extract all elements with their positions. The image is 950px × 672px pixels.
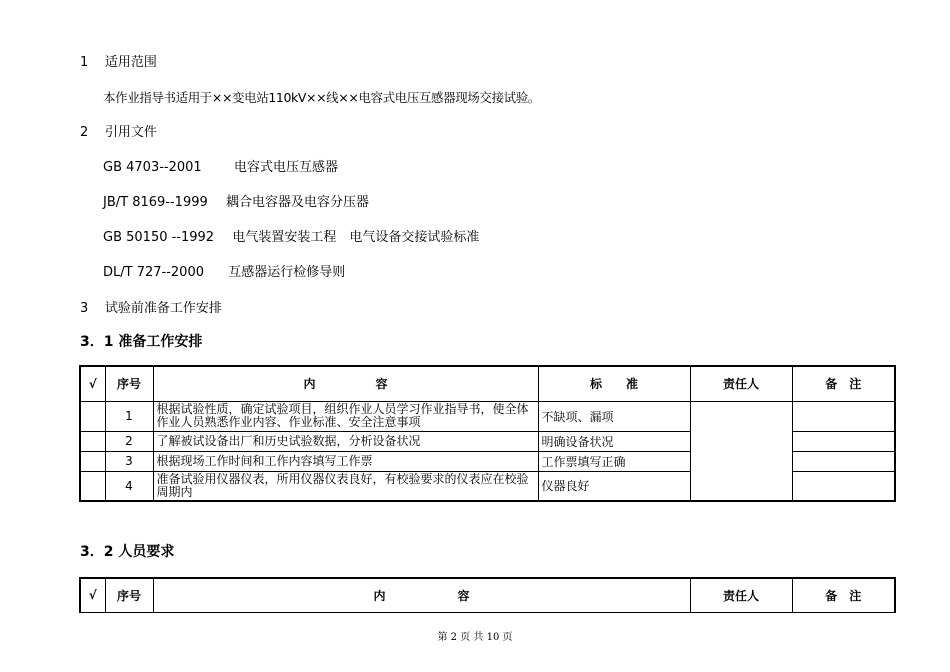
- section1-heading: [80, 55, 157, 71]
- reference-name: 电容式电压互感器: [233, 160, 338, 175]
- content-cell: 准备试验用仪器仪表，所用仪器仪表良好，有校验要求的仪表应在校验周期内: [153, 471, 538, 501]
- remark-header: 备 注: [792, 578, 895, 612]
- owner-header: 责任人: [690, 578, 792, 612]
- check-cell[interactable]: [80, 451, 105, 471]
- check-cell[interactable]: [80, 401, 105, 431]
- reference-name: 电气装置安装工程 电气设备交接试验标准: [232, 230, 480, 245]
- preparation-table: [79, 365, 896, 502]
- reference-code: GB 4703--2001: [103, 160, 202, 175]
- content-cell: 根据试验性质，确定试验项目，组织作业人员学习作业指导书，使全体作业人员熟悉作业内容、作业标准、安全注意事项: [153, 401, 538, 431]
- check-header: √: [80, 366, 105, 401]
- section2-heading: [80, 125, 157, 141]
- content-header: 内 容: [153, 578, 690, 612]
- seq-header: 序号: [105, 578, 153, 612]
- page-footer: 第 2 页 共 10 页: [437, 632, 513, 643]
- section2-number: 2: [80, 125, 89, 140]
- check-header: √: [80, 578, 105, 612]
- remark-cell[interactable]: [792, 401, 895, 431]
- seq-cell: 1: [105, 401, 153, 431]
- standard-cell: 明确设备状况: [538, 431, 690, 451]
- remark-header: 备 注: [792, 366, 895, 401]
- content-cell: 了解被试设备出厂和历史试验数据，分析设备状况: [153, 431, 538, 451]
- reference-name: 互感器运行检修导则: [228, 265, 346, 280]
- remark-cell[interactable]: [792, 471, 895, 501]
- remark-cell[interactable]: [792, 431, 895, 451]
- reference-code: DL/T 727--2000: [103, 265, 204, 280]
- reference-code: JB/T 8169--1999: [103, 195, 208, 210]
- standard-cell: 仪器良好: [538, 471, 690, 501]
- subsection-3-2-title: 3．2 人员要求: [80, 544, 175, 560]
- seq-cell: 4: [105, 471, 153, 501]
- standard-cell: 不缺项、漏项: [538, 401, 690, 431]
- personnel-table: [79, 577, 896, 613]
- check-cell[interactable]: [80, 471, 105, 501]
- table-header-row: [80, 578, 895, 612]
- seq-cell: 2: [105, 431, 153, 451]
- section1-text: 本作业指导书适用于××变电站110kV××线××电容式电压互感器现场交接试验。: [103, 90, 540, 105]
- table-row: [80, 401, 895, 431]
- check-cell[interactable]: [80, 431, 105, 451]
- section3-number: 3: [80, 301, 89, 316]
- standard-header: 标 准: [538, 366, 690, 401]
- section1-title: 适用范围: [104, 55, 157, 70]
- owner-header: 责任人: [690, 366, 792, 401]
- content-header: 内 容: [153, 366, 538, 401]
- reference-item: [103, 160, 338, 176]
- reference-item: [103, 230, 479, 246]
- reference-item: [103, 265, 345, 281]
- section3-title: 试验前准备工作安排: [104, 301, 222, 316]
- table-header-row: [80, 366, 895, 401]
- seq-cell: 3: [105, 451, 153, 471]
- subsection-3-1-title: 3．1 准备工作安排: [80, 334, 203, 350]
- section2-title: 引用文件: [104, 125, 157, 140]
- content-cell: 根据现场工作时间和工作内容填写工作票: [153, 451, 538, 471]
- owner-cell[interactable]: [690, 401, 792, 501]
- section3-heading: [80, 301, 222, 317]
- remark-cell[interactable]: [792, 451, 895, 471]
- seq-header: 序号: [105, 366, 153, 401]
- section1-number: 1: [80, 55, 89, 70]
- reference-item: [103, 195, 369, 211]
- standard-cell: 工作票填写正确: [538, 451, 690, 471]
- reference-code: GB 50150 --1992: [103, 230, 215, 245]
- reference-name: 耦合电容器及电容分压器: [226, 195, 370, 210]
